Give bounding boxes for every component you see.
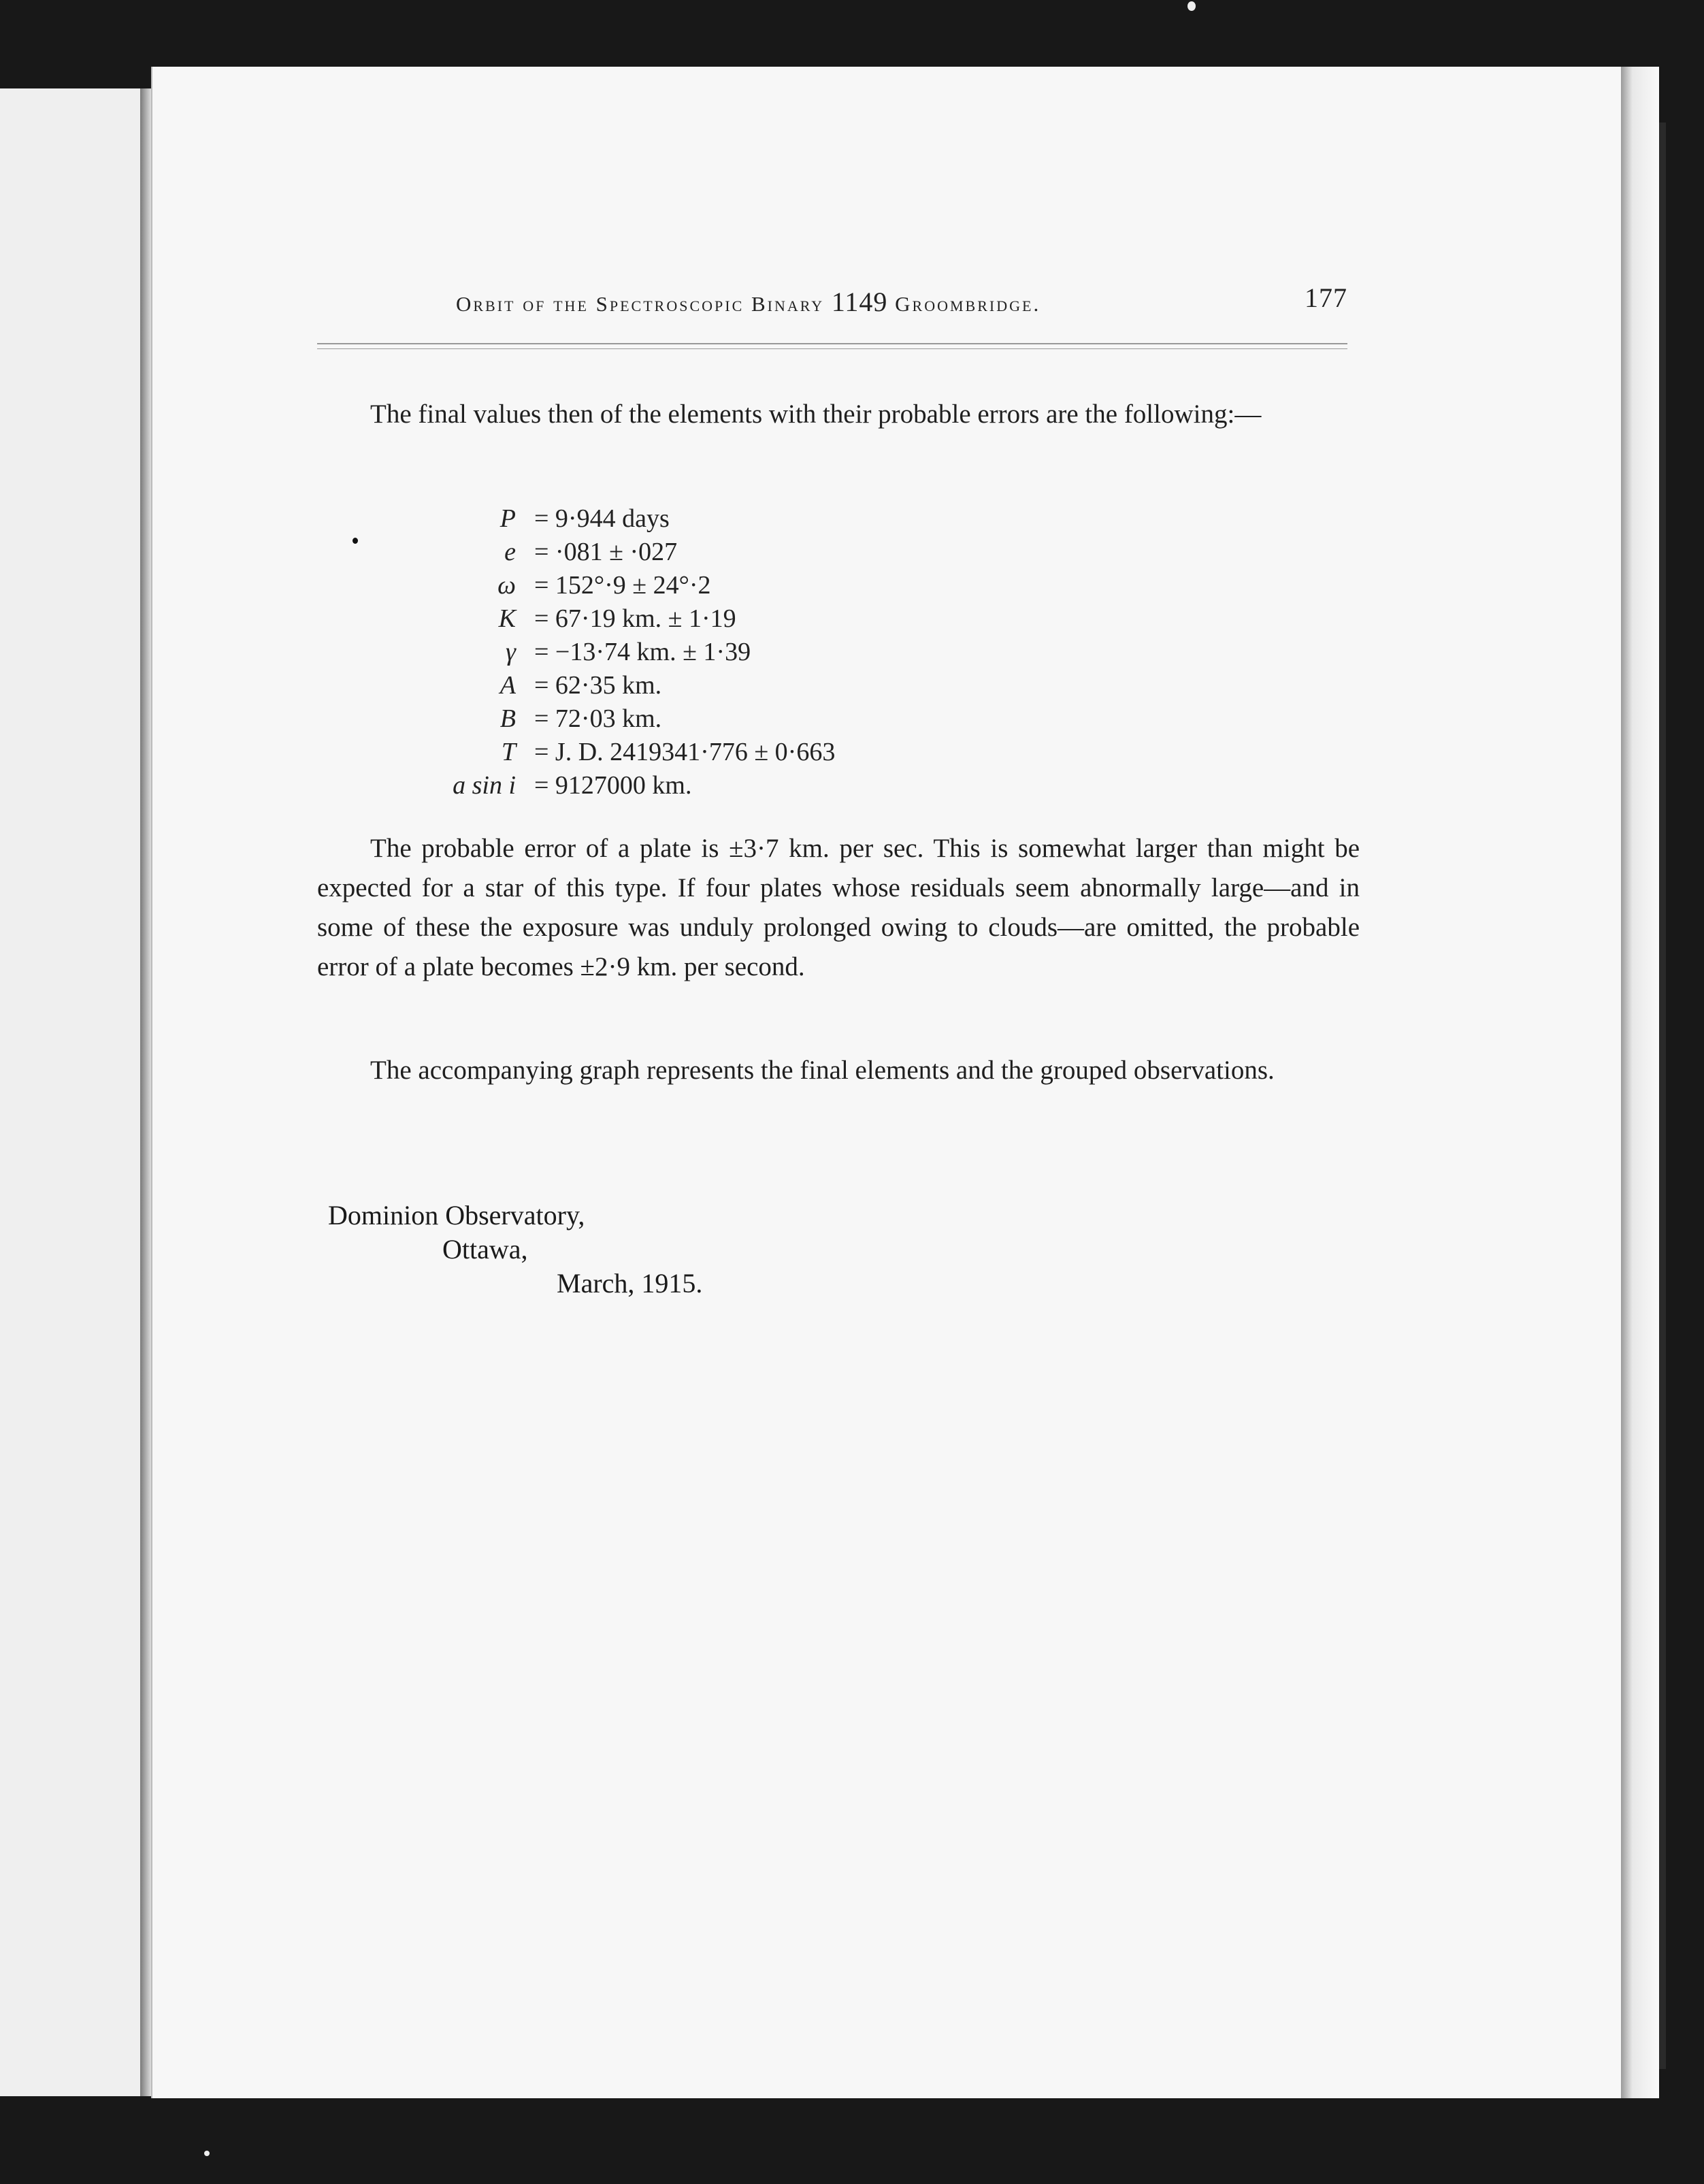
scan-speck xyxy=(353,538,358,544)
element-value: = ·081 ± ·027 xyxy=(534,538,678,566)
running-head xyxy=(456,282,1347,318)
page-edge xyxy=(1621,67,1659,2098)
element-symbol: P xyxy=(499,504,516,533)
running-head-title: Orbit of the Spectroscopic Binary xyxy=(456,292,825,316)
probable-error-paragraph xyxy=(317,829,1360,987)
element-value: = 62·35 km. xyxy=(534,671,662,700)
element-symbol: a sin i xyxy=(453,771,516,800)
header-rule xyxy=(317,348,1347,349)
element-symbol: T xyxy=(501,738,516,766)
element-symbol: B xyxy=(499,704,516,733)
graph-text: The accompanying graph represents the final elements and the grouped observations. xyxy=(370,1056,1275,1085)
element-symbol: ω xyxy=(497,571,516,600)
element-value: = −13·74 km. ± 1·39 xyxy=(534,638,751,666)
element-symbol: γ xyxy=(506,638,516,666)
signature-line-1: Dominion Observatory, xyxy=(328,1200,585,1230)
header-rule xyxy=(317,343,1347,344)
element-value: = 9·944 days xyxy=(534,504,670,533)
element-value: = 72·03 km. xyxy=(534,704,662,733)
element-value: = 67·19 km. ± 1·19 xyxy=(534,604,736,633)
catalogue-name: Groombridge. xyxy=(895,292,1041,316)
graph-paragraph xyxy=(317,1051,1360,1090)
element-value: = 9127000 km. xyxy=(534,771,692,800)
signature-line-3: March, 1915. xyxy=(557,1268,703,1299)
element-symbol: e xyxy=(504,538,516,566)
element-value: = 152°·9 ± 24°·2 xyxy=(534,571,711,600)
signature-line-2: Ottawa, xyxy=(442,1234,528,1265)
element-symbol: K xyxy=(498,604,516,633)
intro-paragraph xyxy=(317,395,1360,434)
facing-page-edge xyxy=(0,88,148,2096)
scan-speck xyxy=(204,2151,210,2156)
probable-error-text: The probable error of a plate is ±3·7 km. per sec. This is somewhat larger than might be expected for a star of this type. If four plates whose residuals seem abnormally large—and in some of these the exposure was unduly prolonged owing to clouds—are omitted, the probable error of a plate becomes ±2·9 km. per second. xyxy=(317,834,1360,981)
scan-speck xyxy=(1187,1,1196,11)
intro-text: The final values then of the elements with their probable errors are the following:— xyxy=(370,400,1262,429)
gutter-shadow xyxy=(140,88,151,2096)
element-value: = J. D. 2419341·776 ± 0·663 xyxy=(534,738,836,766)
element-symbol: A xyxy=(499,671,516,700)
page-number: 177 xyxy=(1305,282,1347,313)
catalogue-number: 1149 xyxy=(831,287,888,317)
page-edge-shadow xyxy=(1659,123,1666,2069)
